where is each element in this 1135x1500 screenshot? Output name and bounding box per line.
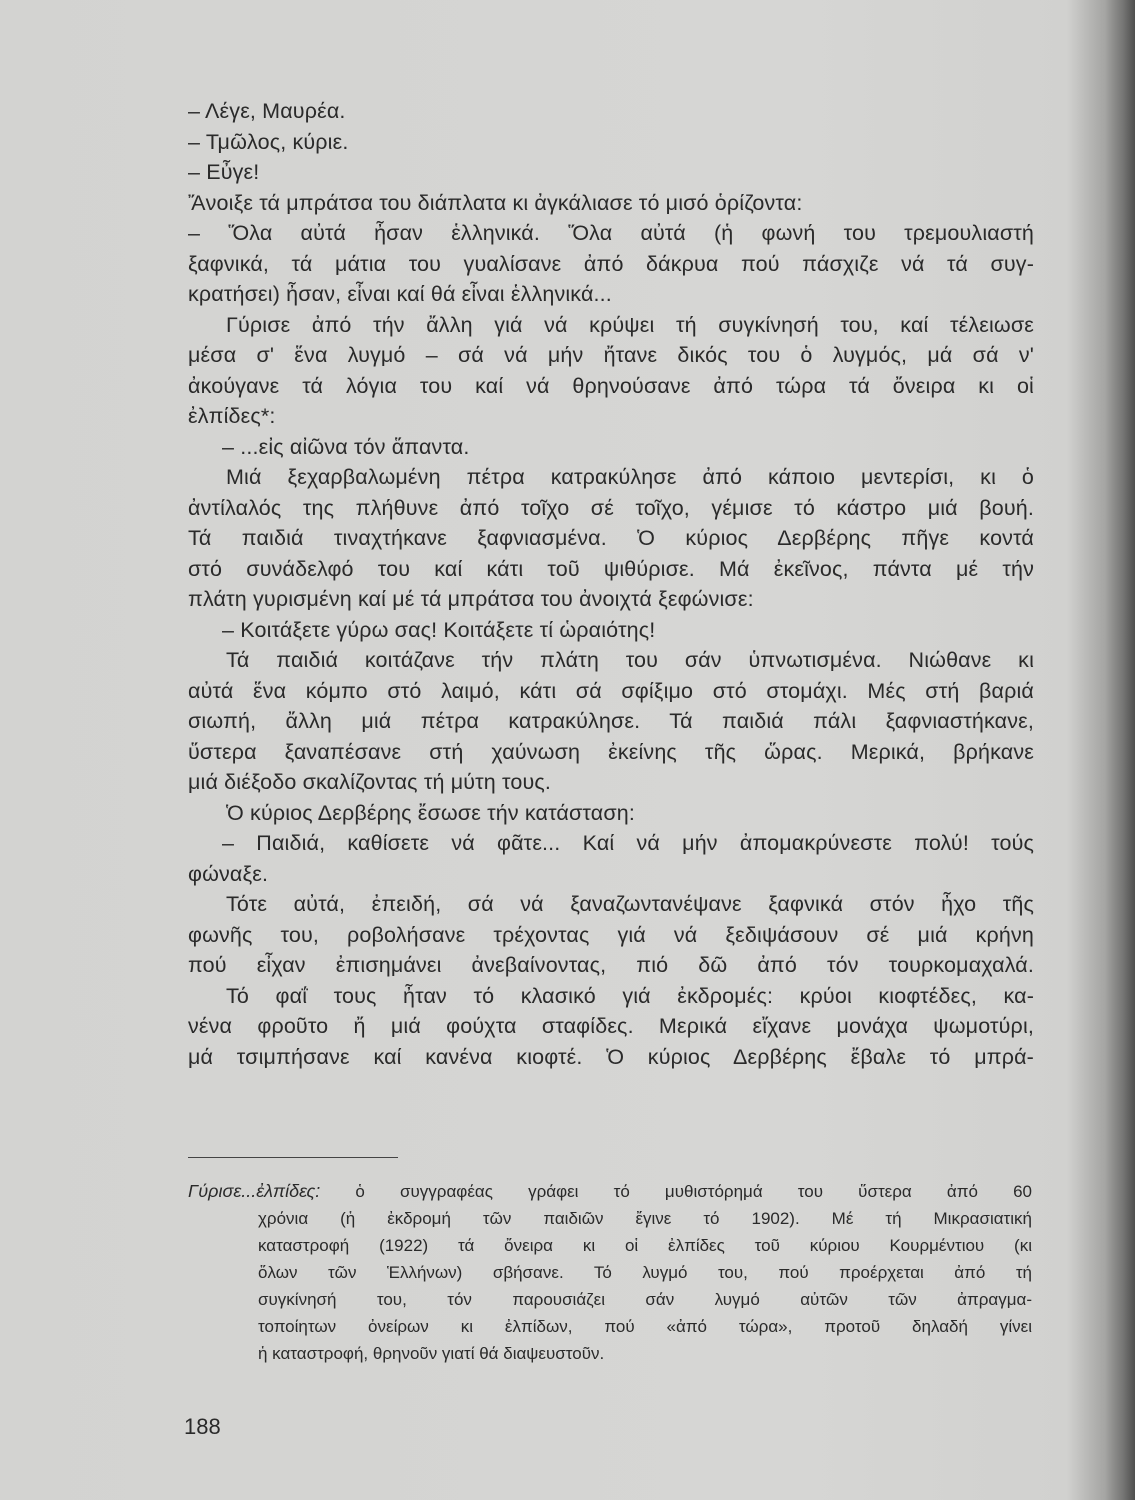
text-line: πλάτη γυρισμένη καί μέ τά μπράτσα του ἀνοιχτά ξεφώνισε: — [188, 587, 754, 611]
main-text — [188, 96, 1034, 1072]
footnote-line: ἡ καταστροφή, θρηνοῦν γιατί θά διαψευστοῦν. — [258, 1344, 605, 1363]
text-line: στό συνάδελφό του καί κάτι τοῦ ψιθύρισε. Μά ἐκεῖνος, πάντα μέ τήν — [188, 556, 1034, 581]
text-line: – Κοιτάξετε γύρω σας! Κοιτάξετε τί ὡραιότης! — [222, 617, 656, 642]
text-line: ἀντίλαλός της πλήθυνε ἀπό τοῖχο σέ τοῖχο, γέμισε τό κάστρο μιά βουή. — [188, 495, 1034, 520]
footnote-line: ὅλων τῶν Ἑλλήνων) σβήσανε. Τό λυγμό του, πού προέρχεται ἀπό τή — [258, 1263, 1032, 1282]
footnote-first-line — [188, 1178, 1032, 1205]
text-line: μέσα σ' ἕνα λυγμό – σά νά μήν ἤτανε δικός του ὁ λυγμός, μά σά ν' — [188, 343, 1034, 367]
text-line: Τά παιδιά τιναχτήκανε ξαφνιασμένα. Ὁ κύριος Δερβέρης πῆγε κοντά — [188, 526, 1034, 550]
text-line: – Ὅλα αὐτά ἦσαν ἑλληνικά. Ὅλα αὐτά (ἡ φωνή του τρεμουλιαστή — [188, 221, 1034, 245]
footnote-line: τοποίητων ὀνείρων κι ἐλπίδων, πού «ἀπό τώρα», προτοῦ δηλαδή γίνει — [258, 1317, 1032, 1336]
page-number: 188 — [184, 1414, 221, 1439]
text-line: νένα φροῦτο ἤ μιά φούχτα σταφίδες. Μερικά εἴχανε μονάχα ψωμοτύρι, — [188, 1014, 1034, 1038]
footnote-text: ὁ συγγραφέας γράφει τό μυθιστόρημά του ὕστερα ἀπό 60 — [355, 1182, 1032, 1201]
text-line: – Τμῶλος, κύριε. — [188, 129, 349, 154]
text-line: Ὁ κύριος Δερβέρης ἔσωσε τήν κατάσταση: — [226, 800, 635, 825]
text-line: μιά διέξοδο σκαλίζοντας τή μύτη τους. — [188, 770, 551, 794]
text-line: – Παιδιά, καθίσετε νά φᾶτε... Καί νά μήν ἀπομακρύνεστε πολύ! τούς — [222, 831, 1034, 855]
text-line: ἀκούγανε τά λόγια του καί νά θρηνούσανε ἀπό τώρα τά ὄνειρα κι οἱ — [188, 373, 1034, 398]
text-line: φώναξε. — [188, 861, 269, 886]
text-line: Ἄνοιξε τά μπράτσα του διάπλατα κι ἀγκάλιασε τό μισό ὁρίζοντα: — [188, 190, 803, 215]
text-line: μά τσιμπήσανε καί κανένα κιοφτέ. Ὁ κύριος Δερβέρης ἔβαλε τό μπρά- — [188, 1044, 1034, 1069]
text-line: πού εἶχαν ἐπισημάνει ἀνεβαίνοντας, πιό δῶ ἀπό τόν τουρκομαχαλά. — [188, 953, 1034, 977]
text-line: ξαφνικά, τά μάτια του γυαλίσανε ἀπό δάκρυα πού πάσχιζε νά τά συγ- — [188, 251, 1034, 276]
text-line: Τότε αὐτά, ἐπειδή, σά νά ξαναζωντανέψανε ξαφνικά στόν ἦχο τῆς — [226, 892, 1034, 916]
footnote-divider — [188, 1157, 398, 1158]
footnote-line: χρόνια (ἡ ἐκδρομή τῶν παιδιῶν ἔγινε τό 1902). Μέ τή Μικρασιατική — [258, 1209, 1032, 1228]
footnote — [188, 1178, 1032, 1367]
text-line: Τά παιδιά κοιτάζανε τήν πλάτη του σάν ὑπνωτισμένα. Νιώθανε κι — [226, 648, 1034, 672]
footnote-term: Γύρισε...ἐλπίδες: — [188, 1181, 321, 1201]
text-line: – Λέγε, Μαυρέα. — [188, 99, 346, 123]
text-line: Τό φαΐ τους ἦταν τό κλασικό γιά ἐκδρομές: κρύοι κιοφτέδες, κα- — [226, 983, 1034, 1008]
text-line: – Εὖγε! — [188, 160, 260, 184]
text-line: κρατήσει) ἦσαν, εἶναι καί θά εἶναι ἑλληνικά... — [188, 282, 612, 306]
footnote-line: συγκίνησή του, τόν παρουσιάζει σάν λυγμό αὐτῶν τῶν ἀπραγμα- — [258, 1290, 1032, 1309]
text-line: ἐλπίδες*: — [188, 404, 276, 428]
text-line: Μιά ξεχαρβαλωμένη πέτρα κατρακύλησε ἀπό κάποιο μεντερίσι, κι ὁ — [226, 465, 1034, 489]
page-binding-shadow — [1105, 0, 1135, 1500]
text-line: σιωπή, ἄλλη μιά πέτρα κατρακύλησε. Τά παιδιά πάλι ξαφνιαστήκανε, — [188, 709, 1034, 733]
text-line: Γύρισε ἀπό τήν ἄλλη γιά νά κρύψει τή συγκίνησή του, καί τέλειωσε — [226, 312, 1034, 337]
text-line: ὕστερα ξαναπέσανε στή χαύνωση ἐκείνης τῆς ὥρας. Μερικά, βρήκανε — [188, 739, 1034, 764]
text-line: φωνῆς του, ροβολήσανε τρέχοντας γιά νά ξεδιψάσουν σέ μιά κρήνη — [188, 922, 1034, 947]
text-line: – ...εἰς αἰῶνα τόν ἅπαντα. — [222, 434, 470, 459]
footnote-line: καταστροφή (1922) τά ὄνειρα κι οἱ ἐλπίδες τοῦ κύριου Κουρμέντιου (κι — [258, 1236, 1032, 1255]
text-line: αὐτά ἕνα κόμπο στό λαιμό, κάτι σά σφίξιμο στό στομάχι. Μές στή βαριά — [188, 678, 1034, 703]
